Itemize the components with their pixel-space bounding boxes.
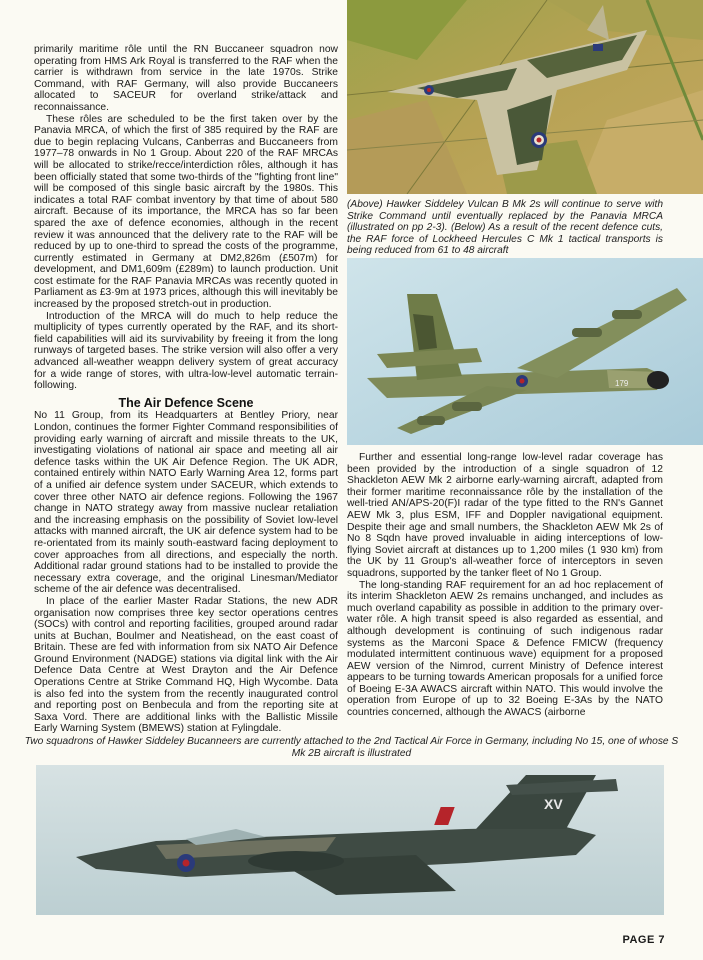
paragraph: These rôles are scheduled to be the first taken over by the Panavia MRCA, of which the first of 385 required by the RAF are due to begin replacing Vulcans, Canberras and Buccaneers from 1977–78 onwards in No 1 Group. About 220 of the RAF MRCAs will be allocated to strike/recce/interdiction rôles, although it has been officially stated that some two-thirds of the "fighting front line" will be composed of this single basic aircraft by the 1980s. This indicates a total RAF combat inventory by that time of about 580 aircraft. Because of its importance, the MRCA has so far been spared the axe of defence economies, although in the recent review it was announced that the delivery rate to the RAF will be reduced by up to one-third to spread the costs of the programme, currently estimated in Germany at DM2,826m (£507m) for development, and DM1,609m (£289m) to launch production. Unit cost estimate for the RAF Panavia MRCAs was recently quoted in Parliament as £3·9m at 1973 prices, although this will inevitably be increased by the proposed stretch-out in production.	[34, 113, 338, 311]
section-heading: The Air Defence Scene	[118, 395, 254, 410]
buccaneer-photo	[36, 765, 664, 915]
paragraph: In place of the earlier Master Radar Stations, the new ADR organisation now comprises three key sector operations centres (SOCs) with control and reporting facilities, grouped around radar units at Buchan, Boulmer and Neatishead, on the east coast of Britain. These are fed with information from six NATO Air Defence Ground Environment (NADGE) stations via digital link with the Air Defence Data Centre at West Drayton and the Air Defence Operations Centre at Strike Command HQ, High Wycombe. Data is also fed into the system from the recently inaugurated control and reporting post on Benbecula and from the reporting site at Saxa Vord. There are additional links with the Ballistic Missile Early Warning System (BMEWS) station at Fylingdale.	[34, 595, 338, 735]
vulcan-photo	[347, 0, 703, 194]
hercules-serial: 179	[615, 379, 629, 388]
paragraph: No 11 Group, from its Headquarters at Bentley Priory, near London, continues the former Fighter Command responsibilities of providing early warning of aircraft and missile threats to the UK, investigating violations of national air space and meeting all air defence tasks within the UK Air Defence Region. The UK ADR, contained entirely within NATO Early Warning Area 12, forms part of a unified air defence system under SACEUR, which extends to cover three other NATO air defence regions. Following the 1967 change in NATO strategy away from massive nuclear retaliation and the increasing emphasis on the possibility of Soviet low-level attacks with manned aircraft, the UK air defence system had to be re-orientated from its mainly south-eastward facing deployment to cover approaches from all directions, and especially the north. Additional radar ground stations had to be installed to provide the necessary extra coverage, and the original Linesman/Mediator scheme of the air defence was decentralised.	[34, 410, 338, 596]
buccaneer-tail-code: XV	[544, 796, 563, 812]
paragraph: Further and essential long-range low-level radar coverage has been provided by the introduction of a single squadron of 12 Shackleton AEW Mk 2 airborne early-warning aircraft, adapted from their former maritime reconnaissance rôle by the installation of the well-tried AN/APS-20(F)I radar of the type fitted to the RN's Gannet AEW Mk 3, plus ESM, IFF and Doppler navigational equipment. Despite their age and small numbers, the Shackleton AEW Mk 2s of No 8 Sqdn have proved invaluable in aiding interceptions of low-flying Soviet aircraft at distances up to 1,200 miles (1 930 km) from the UK by 11 Group's all-weather force of interceptors in seven squadrons, supported by the tanker fleet of No 1 Group.	[347, 452, 663, 579]
right-column	[347, 452, 663, 719]
paragraph: The long-standing RAF requirement for an ad hoc replacement of its interim Shackleton AEW 2s remains unchanged, and includes as much overland capability as possible in addition to the primary over-water rôle. A high transit speed is also regarded as essential, and although development is continuing of such indigenous radar systems as the Marconi Space & Defence FMICW (frequency modulated intermittent continuous wave) equipment for a proposed AEW version of the Nimrod, current Ministry of Defence interest appears to be turning towards American proposals for a unified force of Boeing E-3A AWACS aircraft within NATO. This would involve the operation from Europe of up to 32 Boeing E-3As by the NATO countries concerned, although the AWACS (airborne	[347, 579, 663, 719]
photo-caption: Two squadrons of Hawker Siddeley Bucanneers are currently attached to the 2nd Tactical Air Force in Germany, including No 15, one of whose S Mk 2B aircraft is illustrated	[24, 736, 679, 759]
photo-caption: (Above) Hawker Siddeley Vulcan B Mk 2s will continue to serve with Strike Command until eventually replaced by the Panavia MRCA (illustrated on pp 2-3). (Below) As a result of the recent defence cuts, the RAF force of Lockheed Hercules C Mk 1 tactical transports is being reduced from 61 to 48 aircraft	[347, 199, 663, 257]
paragraph: primarily maritime rôle until the RN Buccaneer squadron now operating from HMS Ark Royal is transferred to the RAF when the carrier is withdrawn from service in the late 1970s. Strike Command, with RAF Germany, will also provide Buccaneers allocated to SACEUR for overland strike/attack and reconnaissance.	[34, 44, 338, 113]
left-column	[34, 44, 338, 735]
hercules-photo	[347, 258, 703, 445]
page-number: PAGE 7	[622, 934, 665, 946]
paragraph: Introduction of the MRCA will do much to help reduce the multiplicity of types currently operated by the RAF, and its short-field capabilities will aid its survivability by freeing it from the long runways of targeted bases. The strike version will also offer a very advanced all-weather weappn delivery system of great accuracy for a wide range of stores, with ultra-low-level automatic terrain-following.	[34, 310, 338, 392]
